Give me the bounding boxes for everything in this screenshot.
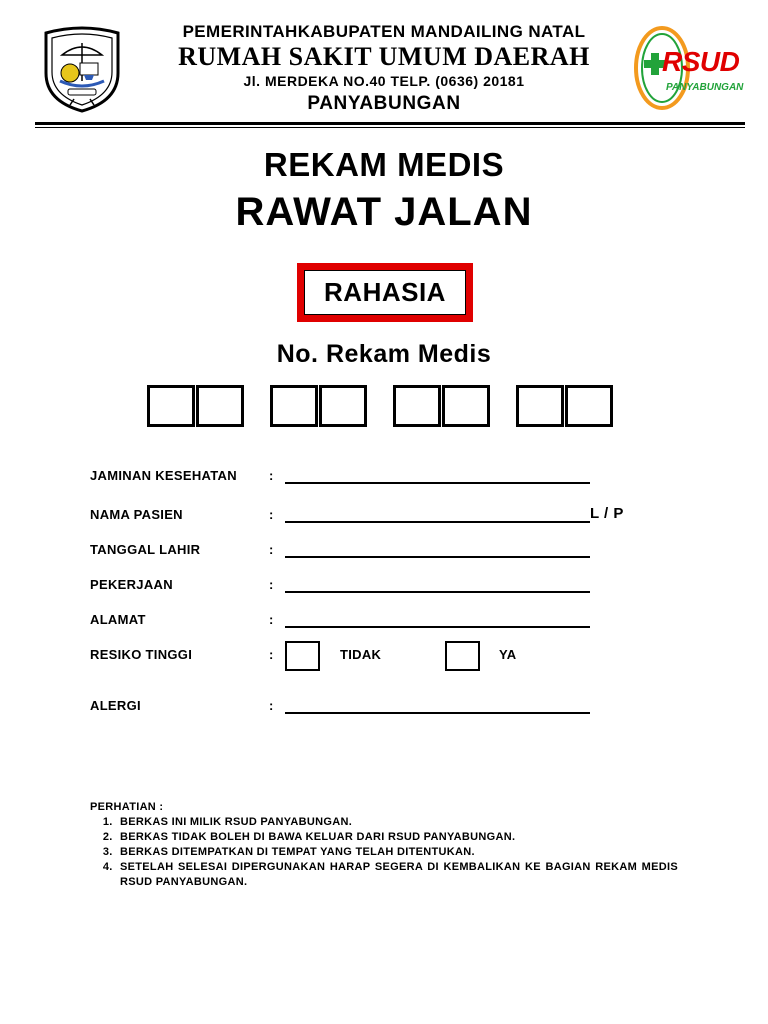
header-divider-thin <box>35 127 745 128</box>
insurance-label: JAMINAN KESEHATAN <box>90 468 237 483</box>
birth-date-colon: : <box>269 542 274 557</box>
gender-option: L / P <box>590 505 624 522</box>
rsud-logo-text: RSUD <box>662 46 740 77</box>
record-digit-box[interactable] <box>442 385 490 427</box>
allergy-label: ALERGI <box>90 698 141 713</box>
record-digit-box[interactable] <box>147 385 195 427</box>
address-field[interactable] <box>285 626 590 628</box>
insurance-colon: : <box>269 468 274 483</box>
notes-heading: PERHATIAN : <box>90 801 164 813</box>
allergy-colon: : <box>269 698 274 713</box>
occupation-field[interactable] <box>285 591 590 593</box>
confidential-stamp <box>297 263 473 322</box>
document-subtitle: RAWAT JALAN <box>235 190 533 234</box>
government-name: PEMERINTAHKABUPATEN MANDAILING NATAL <box>182 22 586 41</box>
occupation-colon: : <box>269 577 274 592</box>
high-risk-colon: : <box>269 647 274 662</box>
record-digit-box[interactable] <box>270 385 318 427</box>
notes-item: 4. SETELAH SELESAI DIPERGUNAKAN HARAP SEGERA DI KEMBALIKAN KE BAGIAN REKAM MEDIS RSUD PANYABUNGAN. <box>116 860 678 890</box>
confidential-label: RAHASIA <box>304 270 466 315</box>
hospital-name: RUMAH SAKIT UMUM DAERAH <box>178 42 590 71</box>
high-risk-no-checkbox[interactable] <box>285 641 320 671</box>
hospital-address: Jl. MERDEKA NO.40 TELP. (0636) 20181 <box>243 73 525 89</box>
patient-name-label: NAMA PASIEN <box>90 507 183 522</box>
allergy-field[interactable] <box>285 712 590 714</box>
patient-name-colon: : <box>269 507 274 522</box>
record-number-label: No. Rekam Medis <box>276 340 492 368</box>
patient-name-field[interactable] <box>285 521 590 523</box>
record-digit-box[interactable] <box>565 385 613 427</box>
insurance-field[interactable] <box>285 482 590 484</box>
document-title: REKAM MEDIS <box>263 146 505 183</box>
high-risk-label: RESIKO TINGGI <box>90 647 193 662</box>
header-divider <box>35 122 745 125</box>
address-label: ALAMAT <box>90 612 146 627</box>
address-colon: : <box>269 612 274 627</box>
notes-section <box>90 800 678 890</box>
high-risk-yes-label: YA <box>499 647 517 662</box>
hospital-city: PANYABUNGAN <box>307 93 461 114</box>
record-digit-box[interactable] <box>196 385 244 427</box>
record-digit-box[interactable] <box>393 385 441 427</box>
rsud-logo-subtext: PANYABUNGAN <box>666 82 744 93</box>
notes-item: 2. BERKAS TIDAK BOLEH DI BAWA KELUAR DARI RSUD PANYABUNGAN. <box>116 830 678 845</box>
occupation-label: PEKERJAAN <box>90 577 173 592</box>
notes-item: 1. BERKAS INI MILIK RSUD PANYABUNGAN. <box>116 815 678 830</box>
record-digit-box[interactable] <box>516 385 564 427</box>
notes-list <box>90 815 678 890</box>
notes-item: 3. BERKAS DITEMPATKAN DI TEMPAT YANG TELAH DITENTUKAN. <box>116 845 678 860</box>
birth-date-field[interactable] <box>285 556 590 558</box>
high-risk-no-label: TIDAK <box>340 647 382 662</box>
record-digit-box[interactable] <box>319 385 367 427</box>
birth-date-label: TANGGAL LAHIR <box>90 542 201 557</box>
high-risk-yes-checkbox[interactable] <box>445 641 480 671</box>
